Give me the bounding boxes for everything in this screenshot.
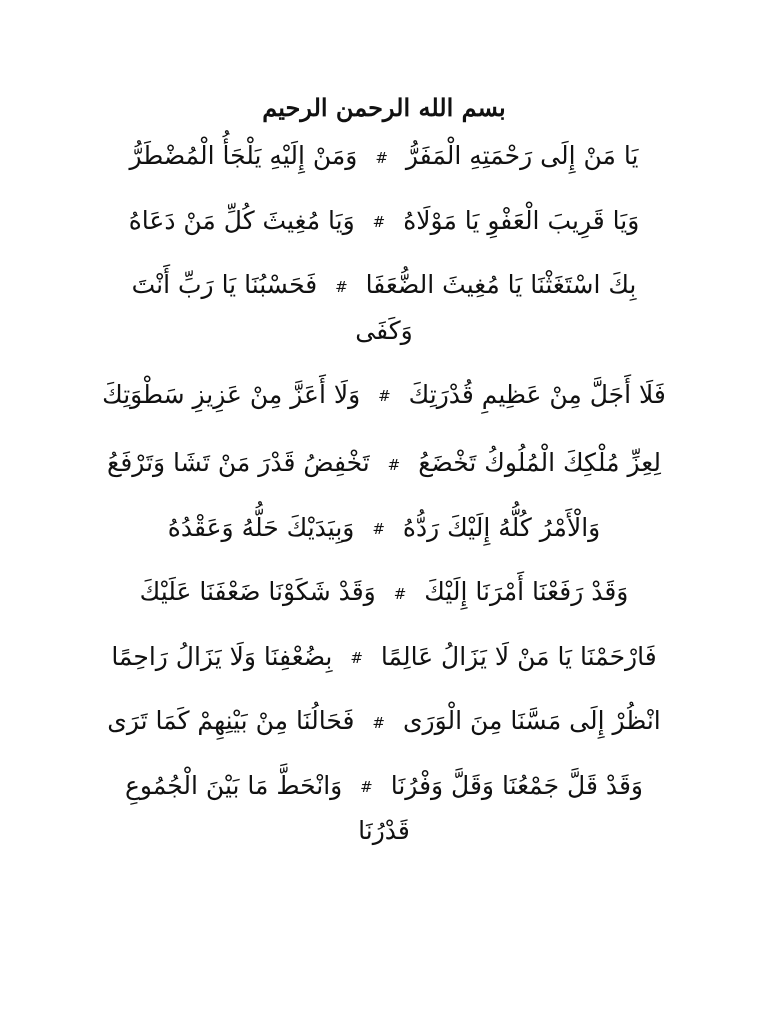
verse-separator: # — [360, 778, 373, 796]
verse-7 — [100, 570, 668, 616]
verse-separator: # — [378, 387, 391, 405]
verse-6-second-hemistich: وَبِيَدَيْكَ حَلُّهُ وَعَقْدُهُ — [167, 512, 355, 542]
verse-1 — [100, 134, 668, 180]
verse-separator: # — [375, 148, 388, 167]
verse-1-second-hemistich: وَمَنْ إِلَيْهِ يَلْجَأُ الْمُضْطَرُّ — [129, 141, 358, 170]
verse-2-second-hemistich: وَيَا مُغِيثَ كُلِّ مَنْ دَعَاهُ — [128, 205, 355, 235]
verse-4-first-hemistich: فَلَا أَجَلَّ مِنْ عَظِيمِ قُدْرَتِكَ — [408, 379, 666, 409]
verse-8-first-hemistich: فَارْحَمْنَا يَا مَنْ لَا يَزَالُ عَالِمًا — [380, 641, 657, 671]
verse-9-second-hemistich: فَحَالُنَا مِنْ بَيْنِهِمْ كَمَا تَرَى — [107, 706, 355, 735]
verse-2-first-hemistich: وَيَا قَرِيبَ الْعَفْوِ يَا مَوْلَاهُ — [403, 205, 640, 235]
verse-separator: # — [393, 584, 407, 603]
verse-2 — [100, 199, 668, 245]
verse-6 — [100, 506, 668, 552]
verse-separator: # — [372, 713, 385, 732]
verse-5 — [100, 441, 668, 487]
verse-separator: # — [372, 213, 386, 231]
verse-separator: # — [387, 455, 401, 474]
verse-8-second-hemistich: بِضُعْفِنَا وَلَا يَزَالُ رَاحِمًا — [111, 641, 333, 671]
verse-7-first-hemistich: وَقَدْ رَفَعْنَا أَمْرَنَا إِلَيْكَ — [424, 577, 629, 606]
verse-9-first-hemistich: انْظُرْ إِلَى مَسَّنَا مِنَ الْوَرَى — [402, 706, 661, 735]
verse-3-first-hemistich: بِكَ اسْتَغَثْنَا يَا مُغِيثَ الضُّعَفَا — [365, 270, 637, 299]
verse-10-second-hemistich: وَانْحَطَّ مَا بَيْنَ الْجُمُوعِ قَدْرُنَا — [125, 770, 410, 845]
verse-9 — [100, 699, 668, 745]
poem-body — [100, 88, 668, 872]
verse-10-first-hemistich: وَقَدْ قَلَّ جَمْعُنَا وَقَلَّ وَفْرُنَا — [390, 770, 643, 800]
verse-7-second-hemistich: وَقَدْ شَكَوْنَا ضَعْفَنَا عَلَيْكَ — [139, 577, 376, 606]
verse-4-second-hemistich: وَلَا أَعَزَّ مِنْ عَزِيزِ سَطْوَتِكَ — [102, 379, 361, 409]
verse-separator: # — [335, 277, 348, 296]
verse-10 — [100, 764, 668, 854]
verse-4 — [100, 372, 668, 420]
verse-5-second-hemistich: تَخْفِضُ قَدْرَ مَنْ تَشَا وَتَرْفَعُ — [107, 448, 370, 477]
verse-3 — [100, 263, 668, 353]
poem-title: بسم الله الرحمن الرحيم — [262, 93, 506, 122]
verse-6-first-hemistich: وَالْأَمْرُ كُلُّهُ إِلَيْكَ رَدُّهُ — [402, 512, 601, 542]
verse-5-first-hemistich: لِعِزِّ مُلْكِكَ الْمُلُوكُ تَخْضَعُ — [418, 448, 661, 477]
verse-1-first-hemistich: يَا مَنْ إِلَى رَحْمَتِهِ الْمَفَرُّ — [405, 141, 639, 170]
verse-separator: # — [350, 649, 363, 667]
verse-8 — [100, 635, 668, 681]
verse-separator: # — [372, 520, 385, 538]
verse-3-second-hemistich: فَحَسْبُنَا يَا رَبِّ أَنْتَ وَكَفَى — [131, 270, 413, 345]
